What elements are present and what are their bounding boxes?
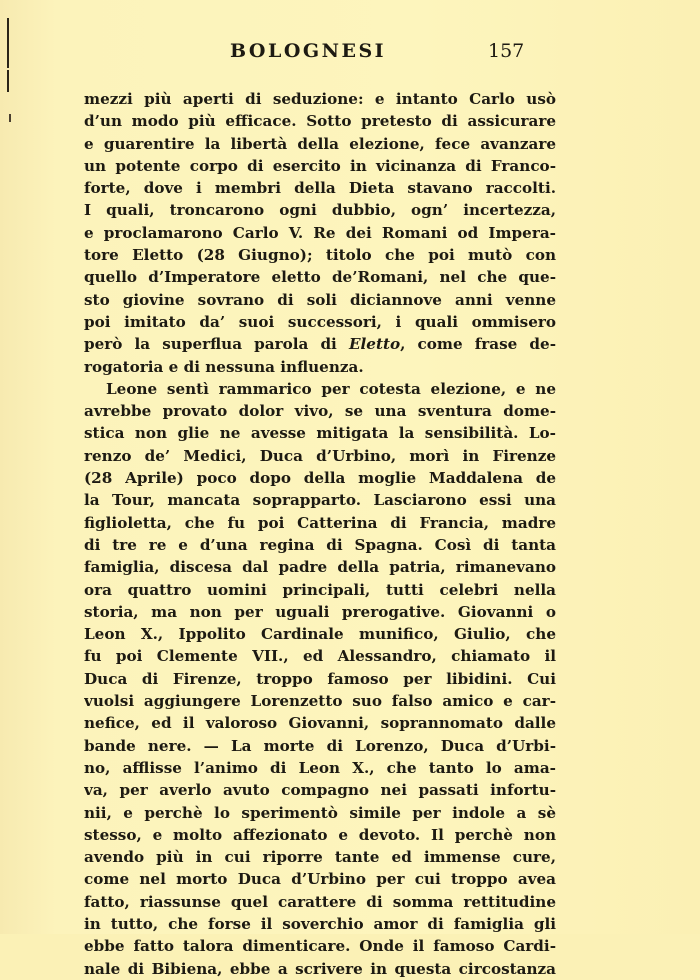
text-line: famiglia, discesa dal padre della patria, rimanevano <box>84 558 556 577</box>
text-line: rogatoria e di nessuna influenza. <box>84 357 364 376</box>
text-line: va, per averlo avuto compagno nei passati infortu- <box>84 781 556 800</box>
text-line: stica non glie ne avesse mitigata la sensibilità. Lo- <box>84 424 556 443</box>
text-line: e guarentire la libertà della elezione, fece avanzare <box>84 134 556 153</box>
text-line-with-italic <box>84 333 556 355</box>
text-line: Leon X., Ippolito Cardinale munifico, Giulio, che <box>84 625 556 644</box>
text-segment: , come frase de- <box>400 335 556 354</box>
text-line: nii, e perchè lo sperimentò simile per indole a sè <box>84 803 556 822</box>
text-line: nale di Bibiena, ebbe a scrivere in questa circostanza <box>84 959 556 978</box>
text-line: poi imitato da’ suoi successori, i quali ommisero <box>84 312 556 331</box>
text-line: avendo più in cui riporre tante ed immense cure, <box>84 848 556 867</box>
text-line: sto giovine sovrano di soli diciannove anni venne <box>84 290 556 309</box>
text-line: quello d’Imperatore eletto de’Romani, nel che que- <box>84 268 556 287</box>
text-line: ebbe fatto talora dimenticare. Onde il famoso Cardi- <box>84 937 556 956</box>
paragraph-first-line: Leone sentì rammarico per cotesta elezione, e ne <box>106 379 556 398</box>
text-line: in tutto, che forse il soverchio amor di famiglia gli <box>84 914 556 933</box>
text-line: renzo de’ Medici, Duca d’Urbino, morì in Firenze <box>84 446 556 465</box>
text-line: tore Eletto (28 Giugno); titolo che poi mutò con <box>84 246 556 265</box>
text-line: I quali, troncarono ogni dubbio, ogn’ incertezza, <box>84 201 556 220</box>
page-header <box>0 40 700 76</box>
binding-edge-mark <box>9 114 11 122</box>
text-line: di tre re e d’una regina di Spagna. Così di tanta <box>84 535 556 554</box>
text-line: Duca di Firenze, troppo famoso per libidini. Cui <box>84 669 556 688</box>
text-line: vuolsi aggiungere Lorenzetto suo falso amico e car- <box>84 692 556 711</box>
text-line: no, afflisse l’animo di Leon X., che tanto lo ama- <box>84 758 556 777</box>
text-line: figlioletta, che fu poi Catterina di Francia, madre <box>84 513 556 532</box>
text-line: come nel morto Duca d’Urbino per cui troppo avea <box>84 870 556 889</box>
text-line: bande nere. — La morte di Lorenzo, Duca d’Urbi- <box>84 736 556 755</box>
text-line: nefice, ed il valoroso Giovanni, soprannomato dalle <box>84 714 556 733</box>
text-line: forte, dove i membri della Dieta stavano raccolti. <box>84 179 556 198</box>
text-line: fu poi Clemente VII., ed Alessandro, chiamato il <box>84 647 556 666</box>
body-text <box>84 88 556 980</box>
text-line: mezzi più aperti di seduzione: e intanto Carlo usò <box>84 90 556 108</box>
text-line: un potente corpo di esercito in vicinanza di Franco- <box>84 156 556 175</box>
text-line: fatto, riassunse quel carattere di somma rettitudine <box>84 892 556 911</box>
text-line: ora quattro uomini principali, tutti celebri nella <box>84 580 556 599</box>
text-line: la Tour, mancata soprapparto. Lasciarono essi una <box>84 491 556 510</box>
text-line: d’un modo più efficace. Sotto pretesto di assicurare <box>84 112 556 131</box>
text-line: stesso, e molto affezionato e devoto. Il perchè non <box>84 825 556 844</box>
text-line: storia, ma non per uguali prerogative. Giovanni o <box>84 602 556 621</box>
text-segment: però la superflua parola di <box>84 335 349 354</box>
page-number: 157 <box>488 40 525 62</box>
italic-word: Eletto <box>348 335 401 354</box>
text-line: avrebbe provato dolor vivo, se una sventura dome- <box>84 402 556 421</box>
running-head: BOLOGNESI <box>230 40 387 62</box>
text-line: (28 Aprile) poco dopo della moglie Maddalena de <box>84 469 556 488</box>
text-line: e proclamarono Carlo V. Re dei Romani od Impera- <box>84 223 556 242</box>
